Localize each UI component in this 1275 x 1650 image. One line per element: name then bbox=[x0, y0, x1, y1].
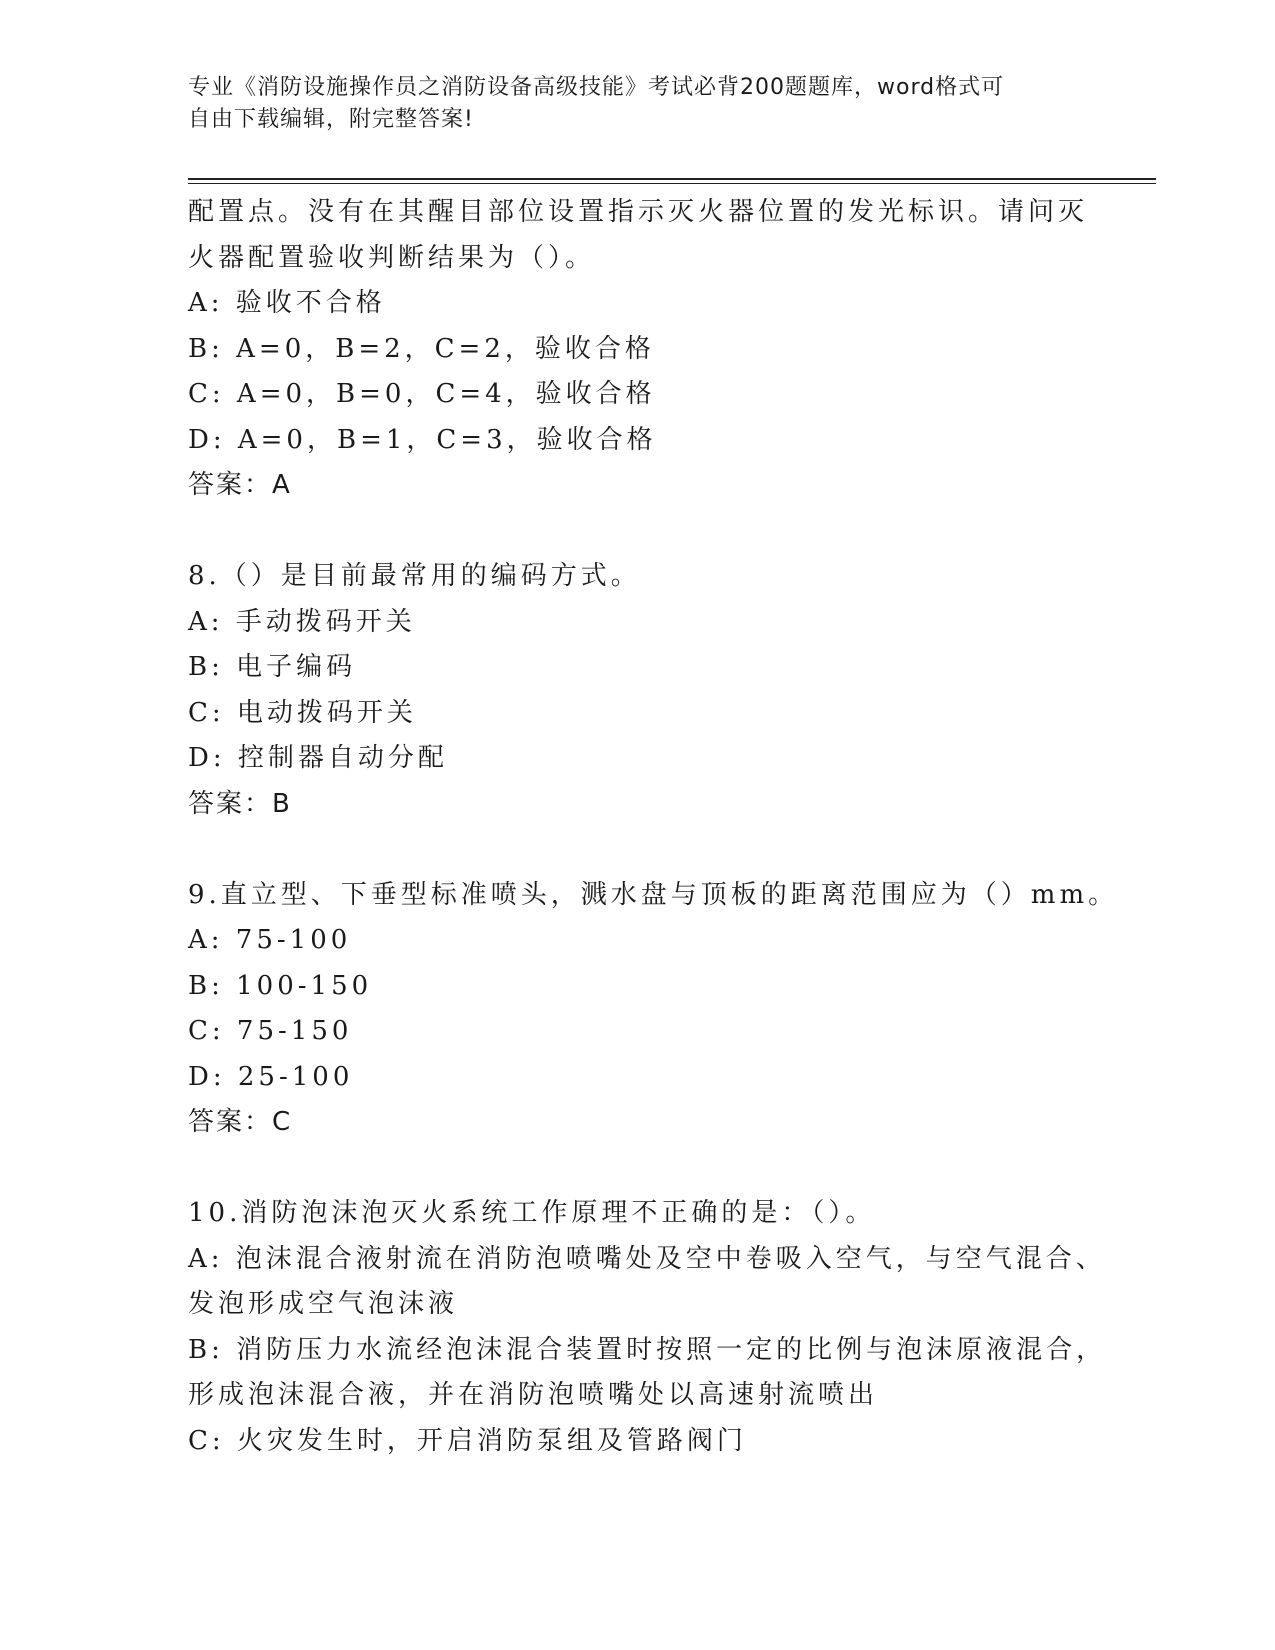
question-10-option-b-line-2: 形成泡沫混合液，并在消防泡喷嘴处以高速射流喷出 bbox=[188, 1380, 879, 1410]
question-7-option-d: D: A=0，B=1，C=3，验收合格 bbox=[188, 424, 657, 455]
question-8-option-a: A: 手动拨码开关 bbox=[188, 606, 416, 637]
question-8-option-d: D: 控制器自动分配 bbox=[188, 743, 448, 773]
question-10-block bbox=[188, 1191, 1107, 1464]
spacer bbox=[188, 509, 1088, 555]
question-7-option-a: A: 验收不合格 bbox=[188, 288, 386, 318]
question-8-stem: 8.（）是目前最常用的编码方式。 bbox=[188, 561, 641, 591]
page-header bbox=[188, 72, 1068, 136]
question-9-option-c: C: 75-150 bbox=[188, 1016, 353, 1046]
header-title-line-2: 自由下载编辑，附完整答案! bbox=[188, 107, 474, 132]
question-8-option-c: C: 电动拨码开关 bbox=[188, 697, 417, 728]
question-7-stem-line-1: 配置点。没有在其醒目部位设置指示灭火器位置的发光标识。请问灭 bbox=[188, 197, 1089, 227]
question-7-option-c: C: A=0，B=0，C=4，验收合格 bbox=[188, 379, 656, 409]
question-9-option-d: D: 25-100 bbox=[188, 1061, 354, 1092]
header-divider-thick bbox=[188, 178, 1156, 180]
question-9-answer: 答案：C bbox=[188, 1107, 293, 1137]
question-9-block bbox=[188, 873, 1119, 1146]
question-10-option-a-line-1: A: 泡沫混合液射流在消防泡喷嘴处及空中卷吸入空气，与空气混合、 bbox=[188, 1243, 1106, 1274]
question-9-option-b: B: 100-150 bbox=[188, 970, 373, 1001]
spacer bbox=[188, 1146, 1088, 1192]
question-7-block bbox=[188, 190, 1088, 509]
question-7-stem-line-2: 火器配置验收判断结果为（）。 bbox=[188, 242, 596, 273]
question-8-option-b: B: 电子编码 bbox=[188, 652, 357, 682]
header-divider-thin bbox=[188, 183, 1156, 184]
question-8-block bbox=[188, 554, 1088, 827]
question-7-answer: 答案：A bbox=[188, 470, 292, 500]
question-9-option-a: A: 75-100 bbox=[188, 925, 352, 955]
question-7-option-b: B: A=0，B=2，C=2，验收合格 bbox=[188, 333, 655, 364]
question-10-option-c: C: 火灾发生时，开启消防泵组及管路阀门 bbox=[188, 1425, 747, 1456]
spacer bbox=[188, 827, 1088, 873]
question-8-answer: 答案：B bbox=[188, 788, 292, 819]
question-10-option-a-line-2: 发泡形成空气泡沫液 bbox=[188, 1289, 459, 1319]
question-9-stem: 9.直立型、下垂型标准喷头，溅水盘与顶板的距离范围应为（）mm。 bbox=[188, 879, 1119, 910]
question-10-option-b-line-1: B: 消防压力水流经泡沫混合装置时按照一定的比例与泡沫原液混合， bbox=[188, 1334, 1107, 1365]
question-10-stem: 10.消防泡沫泡灭火系统工作原理不正确的是：（）。 bbox=[188, 1198, 876, 1228]
header-title-line-1: 专业《消防设施操作员之消防设备高级技能》考试必背200题题库，word格式可 bbox=[188, 75, 1005, 100]
question-content bbox=[188, 190, 1119, 1464]
